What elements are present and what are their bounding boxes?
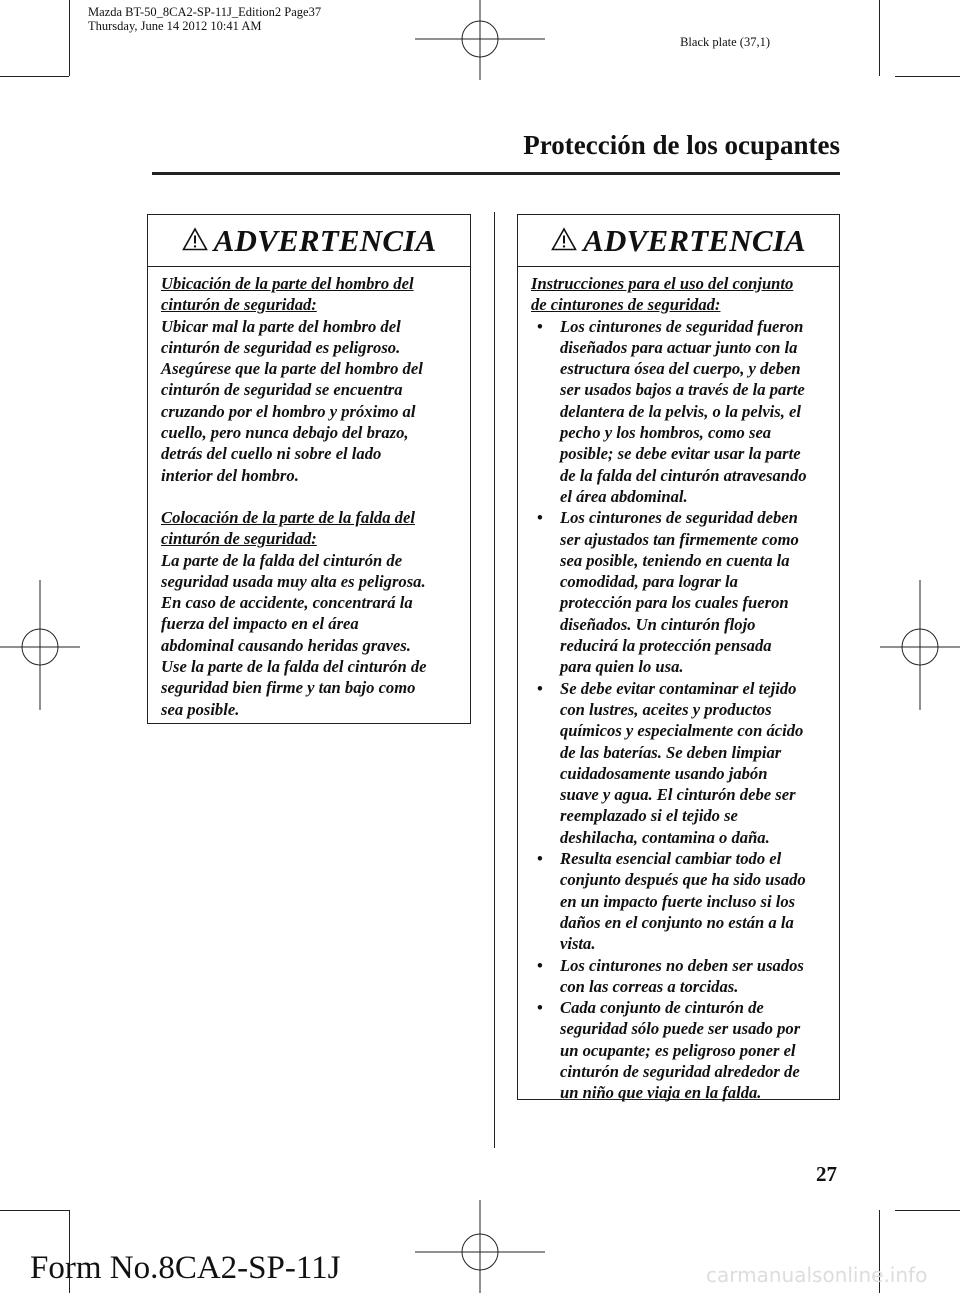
bullet-text-line: diseñados. Un cinturón flojo — [560, 614, 756, 634]
warning-text-line: En caso de accidente, concentrará la — [161, 593, 413, 613]
bullet-text-line: cinturón de seguridad alrededor de — [560, 1061, 800, 1081]
bullet-text-line: • Los cinturones no deben ser usados — [560, 955, 804, 975]
warning-box-right — [517, 214, 840, 1103]
bullet-text-line: • Resulta esencial cambiar todo el — [560, 849, 782, 869]
bullet-text-line: para quien lo usa. — [560, 657, 684, 677]
bullet-text-line: con lustres, aceites y productos — [560, 699, 772, 719]
bullet-text-line: reemplazado si el tejido se — [560, 806, 738, 826]
warning-body-right — [518, 267, 839, 1104]
bullet-text-line: estructura ósea del cuerpo, y deben — [560, 359, 801, 379]
bullet-text-line: reducirá la protección pensada — [560, 636, 772, 656]
bullet-item — [531, 997, 831, 1103]
crop-mark — [0, 76, 69, 77]
warning-text-line: cinturón de seguridad es peligroso. — [161, 337, 401, 357]
warning-text-line: cuello, pero nunca debajo del brazo, — [161, 423, 409, 443]
crop-mark — [895, 1210, 960, 1211]
warning-subheading-line: Ubicación de la parte del hombro del — [161, 274, 414, 293]
bullet-text-line: conjunto después que ha sido usado — [560, 870, 806, 890]
crop-mark — [69, 0, 70, 76]
bullet-text-line: cuidadosamente usando jabón — [560, 763, 768, 783]
warning-subheading-line: de cinturones de seguridad: — [531, 295, 721, 315]
warning-intro — [531, 273, 831, 316]
bullet-text-line: daños en el conjunto no están a la — [560, 912, 794, 932]
title-rule — [152, 172, 840, 175]
plate-label: Black plate (37,1) — [680, 35, 770, 49]
warning-text-line: abdominal causando heridas graves. — [161, 635, 411, 655]
date-line: Thursday, June 14 2012 10:41 AM — [88, 19, 262, 33]
page-number: 27 — [816, 1162, 837, 1186]
bullet-item — [531, 507, 831, 677]
bullet-text-line: el área abdominal. — [560, 486, 688, 506]
warning-text-line: interior del hombro. — [161, 465, 299, 485]
warning-text-line: cruzando por el hombro y próximo al — [161, 401, 416, 421]
crop-mark — [895, 76, 960, 77]
crop-mark — [879, 0, 880, 76]
bullet-text-line: sea posible, teniendo en cuenta la — [560, 550, 790, 570]
warning-text-line: La parte de la falda del cinturón de — [161, 550, 403, 570]
bullet-text-line: diseñados para actuar junto con la — [560, 337, 798, 357]
bullet-text-line: delantera de la pelvis, o la pelvis, el — [560, 401, 802, 421]
registration-mark-left — [0, 580, 80, 710]
file-info-line: Mazda BT-50_8CA2-SP-11J_Edition2 Page37 — [88, 5, 322, 19]
bullet-text-line: • Se debe evitar contaminar el tejido — [560, 678, 797, 698]
warning-text-line: fuerza del impacto en el área — [161, 614, 359, 634]
warning-text-line: cinturón de seguridad se encuentra — [161, 380, 403, 400]
warning-triangle-icon — [182, 227, 208, 251]
bullet-text-line: un ocupante; es peligroso poner el — [560, 1040, 796, 1060]
warning-subheading-line: Instrucciones para el uso del conjunto — [531, 274, 794, 293]
bullet-item — [531, 316, 831, 508]
section-title: Protección de los ocupantes — [523, 130, 840, 160]
warning-body-left — [148, 267, 470, 720]
bullet-item — [531, 848, 831, 954]
bullet-text-line: deshilacha, contamina o daña. — [560, 827, 770, 847]
bullet-text-line: posible; se debe evitar usar la parte — [560, 444, 801, 464]
warning-text-line: Ubicar mal la parte del hombro del — [161, 316, 401, 336]
warning-box-left — [147, 214, 471, 724]
form-number: Form No.8CA2-SP-11J — [30, 1250, 341, 1286]
column-divider — [494, 212, 495, 1148]
bullet-text-line: químicos y especialmente con ácido — [560, 721, 804, 741]
registration-mark-top — [415, 0, 545, 80]
registration-mark-right — [880, 580, 960, 710]
bullet-text-line: vista. — [560, 934, 596, 954]
bullet-text-line: ser usados bajos a través de la parte — [560, 380, 805, 400]
warning-text-line: Asegúrese que la parte del hombro del — [161, 359, 423, 379]
paragraph-gap — [161, 486, 462, 507]
watermark: carmanualsonline.info — [706, 1263, 928, 1287]
crop-mark — [0, 1210, 69, 1211]
warning-subheading-line: cinturón de seguridad: — [161, 295, 317, 315]
bullet-text-line: seguridad sólo puede ser usado por — [560, 1019, 801, 1039]
warning-triangle-icon — [551, 227, 577, 251]
warning-heading — [148, 215, 470, 267]
bullet-text-line: pecho y los hombros, como sea — [560, 423, 772, 443]
bullet-text-line: en un impacto fuerte incluso si los — [560, 891, 796, 911]
bullet-item — [531, 678, 831, 848]
warning-heading-text: ADVERTENCIA — [583, 222, 806, 258]
registration-mark-bottom — [415, 1200, 545, 1293]
bullet-text-line: protección para los cuales fueron — [560, 593, 789, 613]
bullet-text-line: ser ajustados tan firmemente como — [560, 529, 799, 549]
warning-text-line: seguridad usada muy alta es peligrosa. — [161, 571, 426, 591]
warning-text-line: detrás del cuello ni sobre el lado — [161, 444, 382, 464]
bullet-text-line: de las baterías. Se deben limpiar — [560, 742, 782, 762]
bullet-text-line: de la falda del cinturón atravesando — [560, 465, 807, 485]
warning-subheading-line: cinturón de seguridad: — [161, 529, 317, 549]
bullet-text-line: suave y agua. El cinturón debe ser — [560, 785, 796, 805]
warning-text-line: sea posible. — [161, 699, 240, 719]
warning-text-line: Use la parte de la falda del cinturón de — [161, 657, 427, 677]
warning-text-line: seguridad bien firme y tan bajo como — [161, 678, 416, 698]
bullet-text-line: • Los cinturones de seguridad fueron — [560, 316, 804, 336]
bullet-text-line: un niño que viaja en la falda. — [560, 1083, 762, 1103]
bullet-text-line: comodidad, para lograr la — [560, 572, 738, 592]
warning-heading-text: ADVERTENCIA — [213, 222, 437, 258]
bullet-text-line: • Los cinturones de seguridad deben — [560, 508, 798, 528]
warning-subheading-line: Colocación de la parte de la falda del — [161, 507, 415, 527]
warning-bullet-list — [531, 316, 831, 1104]
bullet-text-line: • Cada conjunto de cinturón de — [560, 998, 764, 1018]
bullet-item — [531, 955, 831, 998]
bullet-text-line: con las correas a torcidas. — [560, 976, 739, 996]
warning-heading — [518, 215, 839, 267]
